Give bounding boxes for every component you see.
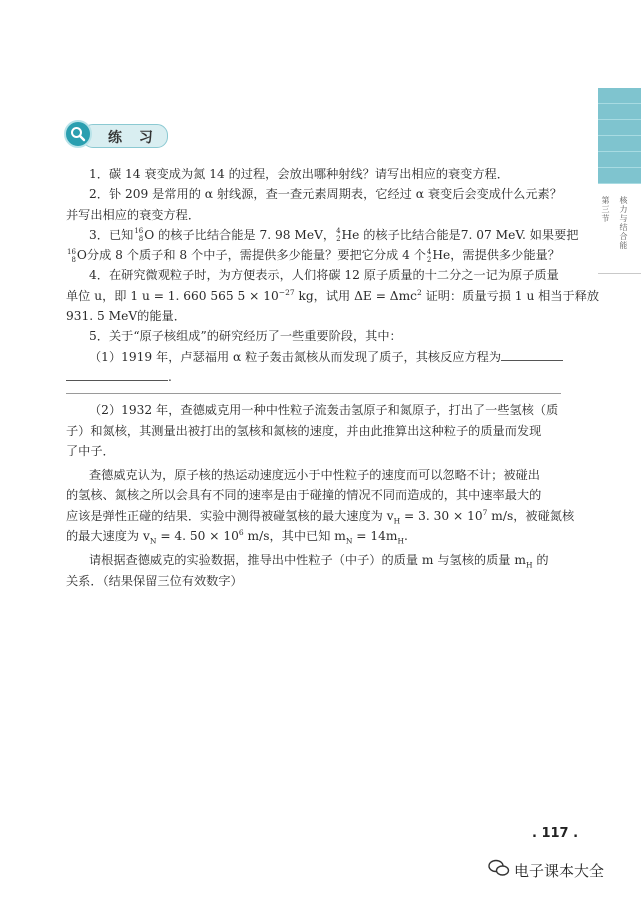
task-line-2: 关系．（结果保留三位有效数字） — [66, 573, 243, 588]
question-5-part-2-line-2: 子）和氮核，其测量出被打出的氢核和氮核的速度，并由此推算出这种粒子的质量而发现 — [66, 423, 542, 438]
question-2-line-2: 并写出相应的衰变方程． — [66, 207, 201, 222]
p2-text: = 14m — [352, 529, 398, 544]
p2-text: 的最大速度为 v — [66, 529, 150, 544]
question-4-line-1: 4．在研究微观粒子时，为方便表示，人们将碳 12 原子质量的十二分之一记为原子质量 — [89, 268, 559, 283]
subscript: H — [397, 536, 404, 546]
watermark-text: 电子课本大全 — [514, 862, 605, 880]
mass-number: 16 — [134, 227, 144, 236]
tab-stripe — [598, 120, 641, 136]
p2-text: . — [404, 529, 408, 544]
question-5-part-2-line-1: （2）1932 年，查德威克用一种中性粒子流轰击氢原子和氮原子，打出了一些氢核（质 — [89, 403, 559, 418]
question-3-line-2 — [66, 245, 566, 265]
q5-text: （1）1919 年，卢瑟福用 α 粒子轰击氮核从而发现了质子，其核反应方程为 — [89, 349, 502, 364]
section-title: 核力与结合能 — [619, 196, 628, 250]
chadwick-paragraph-line-1: 查德威克认为，原子核的热运动速度远小于中性粒子的速度而可以忽略不计；被碰出 — [89, 468, 540, 483]
nuclide-helium-4 — [427, 248, 431, 264]
question-5-part-1 — [66, 347, 566, 367]
nuclide-oxygen-16 — [134, 227, 143, 243]
atomic-number: 8 — [138, 235, 144, 244]
p2-text: m/s，其中已知 m — [243, 529, 346, 544]
question-3-line-1 — [66, 225, 579, 245]
exercise-body — [66, 164, 600, 591]
p2-text: = 4. 50 × 10 — [156, 529, 239, 544]
question-5-intro: 5．关于“原子核组成”的研究经历了一些重要阶段，其中： — [89, 329, 402, 344]
q3-text: O 的核子比结合能是 7. 98 MeV， — [144, 227, 336, 242]
q3-text: O分成 8 个质子和 8 个中子，需提供多少能量？要把它分成 4 个 — [76, 248, 426, 263]
mass-number: 4 — [426, 247, 432, 256]
nuclide-oxygen-16 — [67, 248, 76, 264]
chadwick-paragraph-line-4 — [66, 526, 566, 546]
tab-divider — [598, 273, 641, 274]
q4-text: 证明：质量亏损 1 u 相当于释放 — [421, 288, 600, 303]
q4-text: kg，试用 ΔE = Δmc — [294, 288, 417, 303]
q3-text: He 的核子比结合能是7. 07 MeV. 如果要把 — [341, 227, 579, 242]
atomic-number: 2 — [336, 235, 341, 244]
exponent: 2 — [416, 287, 422, 297]
subscript: N — [149, 536, 157, 546]
chadwick-paragraph-line-2: 的氢核、氮核之所以会具有不同的速率是由于碰撞的情况不同而造成的，其中速率最大的 — [66, 488, 542, 503]
exercise-heading — [64, 120, 168, 150]
answer-blank — [501, 348, 563, 361]
wechat-icon — [488, 859, 510, 881]
answer-blank — [66, 368, 168, 381]
mass-number: 4 — [336, 227, 341, 236]
nuclide-helium-4 — [336, 227, 340, 243]
task-line-1 — [66, 550, 566, 570]
q4-text: 单位 u，即 1 u = 1. 660 565 5 × 10 — [66, 288, 279, 303]
chadwick-paragraph-line-3 — [66, 506, 575, 526]
q3-text: 3．已知 — [89, 227, 134, 242]
question-4-line-3: 931. 5 MeV的能量． — [66, 309, 186, 324]
magnifier-icon — [64, 120, 92, 148]
tab-stripe — [598, 88, 641, 104]
tab-stripe — [598, 152, 641, 168]
q3-text: He，需提供多少能量？ — [432, 248, 560, 263]
p2-text: 应该是弹性正碰的结果．实验中测得被碰氢核的最大速度为 v — [66, 508, 394, 523]
heading-label: 练 习 — [108, 130, 159, 146]
question-4-line-2 — [66, 286, 600, 306]
tab-stripe — [598, 104, 641, 120]
subscript: H — [393, 516, 401, 526]
question-1: 1．碳 14 衰变成为氮 14 的过程，会放出哪种射线？请写出相应的衰变方程． — [89, 167, 509, 181]
atomic-number: 8 — [71, 255, 76, 264]
question-2-line-1: 2．钋 209 是常用的 α 射线源，查一查元素周期表，它经过 α 衰变后会变成什么元素？ — [89, 187, 562, 202]
question-5-part-1-continued — [66, 367, 566, 387]
mass-number: 16 — [67, 247, 76, 256]
page-number: . 117 . — [532, 826, 579, 841]
subscript: H — [525, 560, 533, 570]
q5-text: . — [168, 369, 172, 384]
p3-text: 的 — [532, 553, 549, 568]
p3-text: 请根据查德威克的实验数据，推导出中性粒子（中子）的质量 m 与氢核的质量 m — [89, 553, 526, 568]
subscript: N — [345, 536, 353, 546]
section-divider — [66, 393, 561, 394]
p2-text: = 3. 30 × 10 — [400, 508, 483, 523]
tab-stripe — [598, 136, 641, 152]
p2-text: m/s，被碰氮核 — [487, 508, 575, 523]
atomic-number: 2 — [426, 255, 432, 264]
tab-stripe — [598, 168, 641, 184]
exponent: −27 — [278, 287, 295, 297]
exponent: 7 — [482, 507, 488, 517]
question-5-part-2-line-3: 了中子． — [66, 443, 115, 458]
exponent: 6 — [238, 527, 244, 537]
chapter-tab-strip — [598, 88, 641, 288]
section-number: 第三节 — [601, 196, 610, 223]
